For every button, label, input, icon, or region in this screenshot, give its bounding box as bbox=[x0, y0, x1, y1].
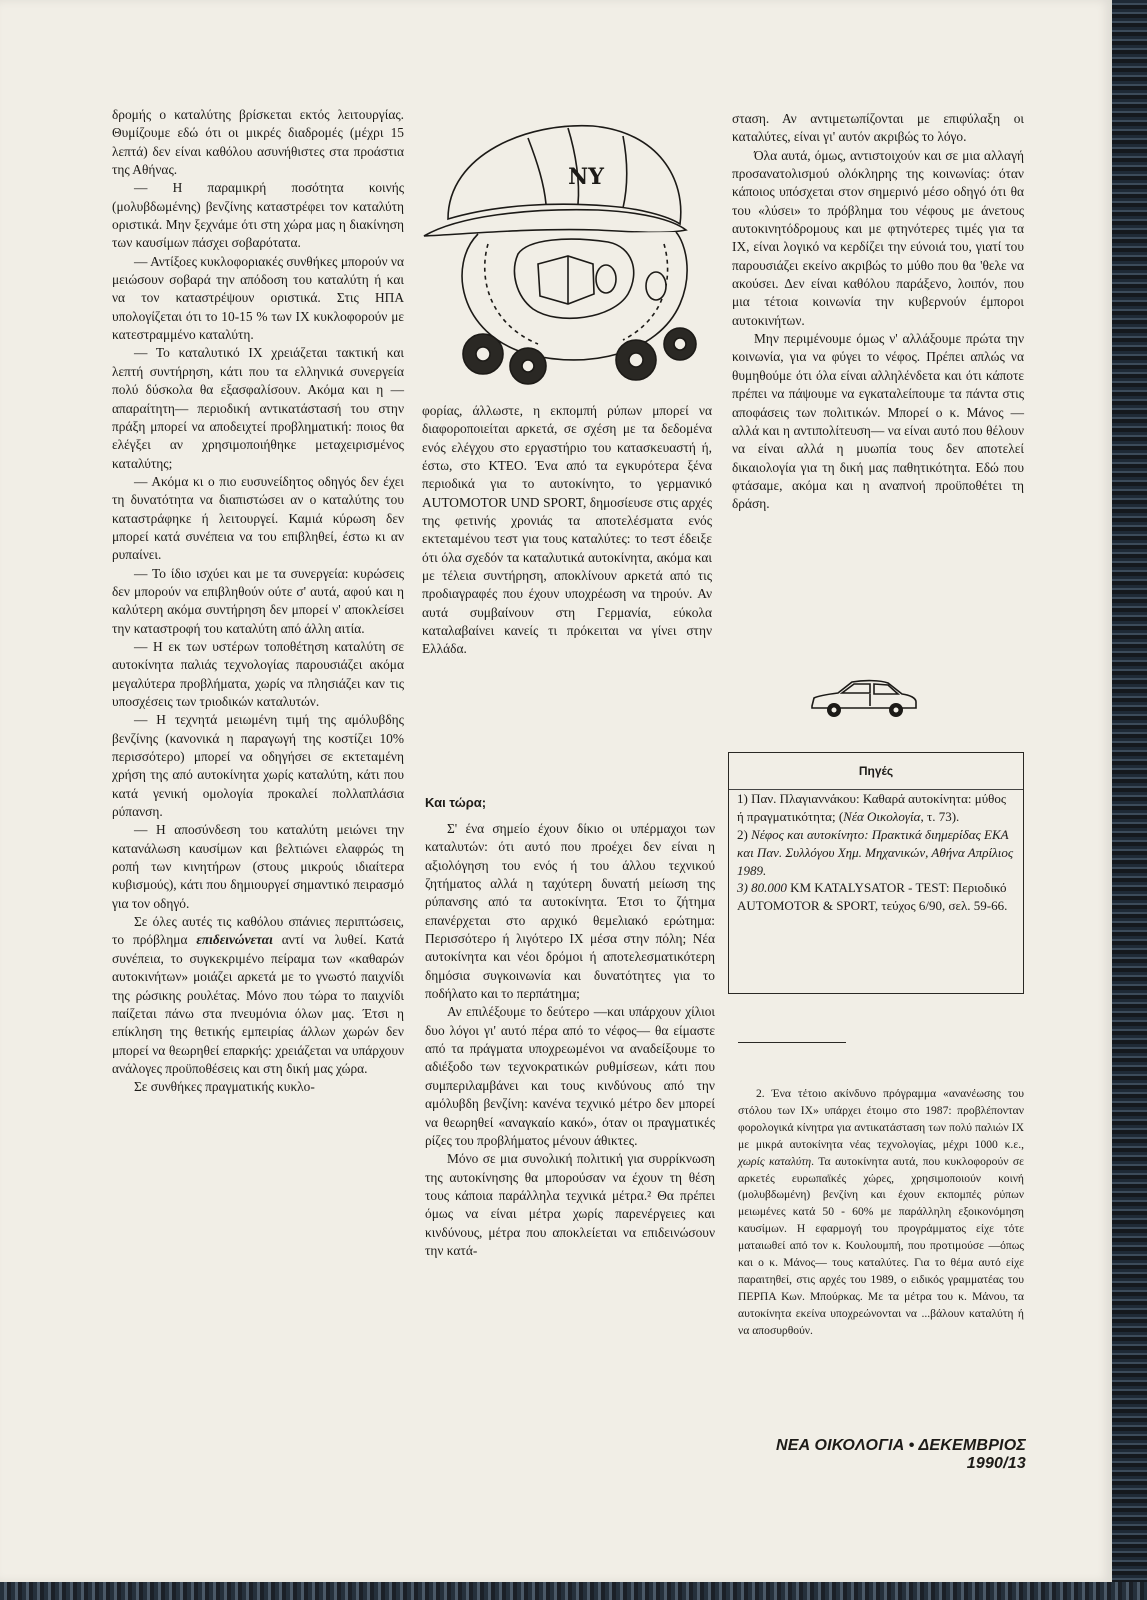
footnote-text: . Τα αυτοκίνητα αυτά, που κυκλοφορούν σε αρκετές ευρωπαϊκές χώρες, χρησιμοποιούν κοινή (μολυβδωμένη) βενζίνη και έχουν εκπομπές ρύπων μειωμένες κατά 50 - 60% με παράλληλη εξοικονόμηση καυσίμων. Η εφαρμογή του προγράμματος είχε τότε ματαιωθεί από τον κ. Κουλουμπή, που προτιμούσε —όπως και ο κ. Μάνος— τους καταλύτες. Για το θέμα αυτό είχε παραιτηθεί, στις αρχές του 1989, ο ειδικός γραμματέας του ΠΕΡΠΑ Κων. Μπούρκας. Με τα μέτρα του κ. Μάνου, τα αυτοκίνητα εκείνα υποχρεώνονται να ...βάλουν καταλύτη ή να αποσυρθούν. bbox=[738, 1154, 1025, 1337]
footnote-emphasis: χωρίς καταλύτη bbox=[738, 1154, 812, 1168]
emphasis-text: επιδεινώνεται bbox=[196, 932, 273, 948]
source-emphasis: 3) 80.000 bbox=[737, 880, 787, 896]
paragraph: Σ' ένα σημείο έχουν δίκιο οι υπέρμαχοι των καταλυτών: ότι αυτό που προέχει δεν είναι η αξιολόγηση του ενός ή του άλλου τεχνικού ζητήματος αλλά η ταχύτερη δυνατή μείωση της ρύπανσης από τα αυτοκίνητα. Έτσι το ζήτημα επανέρχεται στο αρχικό θεμελιακό ερώτημα: Περισσότερο ή λιγότερο ΙΧ μέσα στην πόλη; Νέα αυτοκίνητα και νέοι δρόμοι ή αποτελεσματικότερη δημόσια συγκοινωνία και δυνατότητες για το ποδήλατο και το περπάτημα; bbox=[425, 821, 715, 1002]
source-emphasis: Νέα Οικολογία bbox=[843, 808, 921, 824]
car-illustration bbox=[808, 676, 920, 720]
paragraph: — Η αποσύνδεση του καταλύτη μειώνει την κατανάλωση καυσίμων και βελτιώνει ελαφρώς τη ροπή των κινητήρων (στους μικρούς ιδιαίτερα κυβισμούς), κάτι που δημιουργεί σημαντικό πειρασμό για τον οδηγό. bbox=[112, 822, 404, 911]
baseball-cap-car-illustration bbox=[418, 104, 714, 394]
source-text: KM KATALYSATOR - TEST: Περιοδικό AUTOMOTOR & SPORT, τεύχος 6/90, σελ. 59-66. bbox=[737, 880, 1008, 914]
paragraph: — Ακόμα κι ο πιο ευσυνείδητος οδηγός δεν έχει τη δυνατότητα να διαπιστώσει αν ο καταλύτης του καταστράφηκε ή λειτουργεί. Καμιά κύρωση δεν μπορεί κατά συνέπεια να του επιβληθεί, έστω κι αν ρυπαίνει. bbox=[112, 473, 404, 563]
footnote bbox=[738, 1086, 1024, 1340]
sedan-car-icon bbox=[808, 676, 920, 720]
paragraph: — Η παραμικρή ποσότητα κοινής (μολυβδωμένης) βενζίνης καταστρέφει τον καταλύτη οριστικά. Μην ξεχνάμε ότι στη χώρα μας η διακίνηση των καυσίμων πάσχει σοβαρότατα. bbox=[112, 180, 404, 251]
paragraph: — Το ίδιο ισχύει και με τα συνεργεία: κυρώσεις δεν μπορούν να επιβληθούν ούτε σ' αυτά, αφού και η καλύτερη ακόμα συντήρηση δεν μπορεί ν' αποκλείσει την καταστροφή του καταλύτη από άλλη αιτία. bbox=[112, 565, 404, 636]
paragraph: — Το καταλυτικό ΙΧ χρειάζεται τακτική και λεπτή συντήρηση, κάτι που τα ελληνικά συνεργεία πολύ δύσκολα θα εξασφαλίσουν. Ακόμα και η —απαραίτητη— περιοδική αντικατάστασή του στην πράξη μπορεί να αποδειχτεί προβληματική: ποιος θα ελέγξει αν χρησιμοποιήθηκε μεταχειρισμένος καταλύτης; bbox=[112, 345, 404, 471]
paragraph: Μην περιμένουμε όμως ν' αλλάξουμε πρώτα την κοινωνία, για να φύγει το νέφος. Πρέπει απλώς να θυμηθούμε ότι όλα είναι αλληλένδετα και ότι κάποτε πρέπει να πάψουμε να εγκαταλείπουμε τα πάντα στις αποφάσεις των πολιτικών. Μπορεί ο κ. Μάνος —αλλά και η αντιπολίτευση— να είναι αυτό που θέλουν να είναι αλλά η μυωπία τους δεν αποτελεί δικαιολογία για τη δική μας παθητικότητα. Εδώ που φτάσαμε, ακόμα και η αναπνοή προϋποθέτει τη δράση. bbox=[732, 331, 1024, 512]
paragraph: Μόνο σε μια συνολική πολιτική για συρρίκνωση της αυτοκίνησης θα μπορούσαν να έχουν τη θέση τους κάποια παράλληλα τεχνικά μέτρα.² Θα πρέπει όμως να είναι μέτρα χωρίς παρενέργειες και κινδύνους, μέτρα που αποκλείεται να επιδεινώσουν την κατά- bbox=[425, 1151, 715, 1258]
baseball-cap-car-icon bbox=[418, 104, 714, 394]
page-footer: ΝΕΑ ΟΙΚΟΛΟΓΙΑ • ΔΕΚΕΜΒΡΙΟΣ 1990/13 bbox=[776, 1437, 1026, 1472]
article-column-2-upper bbox=[422, 402, 712, 659]
paragraph: Αν επιλέξουμε το δεύτερο —και υπάρχουν χίλιοι δυο λόγοι γι' αυτό πέρα από το νέφος— θα είμαστε από τα πράγματα υποχρεωμένοι να αναδείξουμε το αδιέξοδο των τεχνοκρατικών ρυθμίσεων, κάτι που συμπεριλαμβάνει και τους κινδύνους από την αμόλυβδη βενζίνη: κανένα τεχνικό μέτρο δεν μπορεί να θεωρηθεί «αναγκαίο κακό», όταν οι πραγματικές ρίζες του προβλήματος μένουν άθικτες. bbox=[425, 1004, 715, 1148]
source-item bbox=[737, 826, 1015, 880]
source-text: , τ. 73). bbox=[920, 808, 960, 824]
source-text: 1) Παν. Πλαγιαννάκου: Καθαρά αυτοκίνητα: μύθος ή πραγματικότητα; ( bbox=[737, 790, 1007, 824]
source-text: 2) bbox=[737, 826, 752, 842]
source-emphasis: Νέφος και αυτοκίνητο: Πρακτικά διημερίδας ΕΚΑ και Παν. Συλλόγου Χημ. Μηχανικών, Αθήνα Απρίλιος 1989. bbox=[737, 826, 1014, 878]
paragraph: δρομής ο καταλύτης βρίσκεται εκτός λειτουργίας. Θυμίζουμε εδώ ότι οι μικρές διαδρομές (μέχρι 15 λεπτά) δεν είναι καθόλου ασυνήθιστες στα προάστια της Αθήνας. bbox=[112, 107, 404, 178]
article-column-2-lower bbox=[425, 820, 715, 1260]
scan-edge-right bbox=[1112, 0, 1147, 1600]
sources-box bbox=[728, 752, 1024, 994]
paragraph: σταση. Αν αντιμετωπίζονται με επιφύλαξη οι καταλύτες, είναι γι' αυτόν ακριβώς το λόγο. bbox=[732, 111, 1024, 145]
article-column-1 bbox=[112, 106, 404, 1097]
source-item bbox=[737, 879, 1015, 915]
source-item bbox=[737, 790, 1015, 826]
footnote-text: 2. Ένα τέτοιο ακίνδυνο πρόγραμμα «ανανέωσης του στόλου των ΙΧ» υπάρχει έτοιμο στο 1987: προβλέπονταν φορολογικά κίνητρα για αντικατάσταση των πολύ παλιών ΙΧ με μικρά αυτοκίνητα νέας τεχνολογίας, μέχρι 1000 κ.ε., bbox=[738, 1087, 1024, 1151]
section-heading: Και τώρα; bbox=[425, 795, 487, 810]
cap-logo: NY bbox=[568, 164, 604, 190]
paragraph bbox=[112, 913, 404, 1078]
paragraph: Όλα αυτά, όμως, αντιστοιχούν και σε μια αλλαγή προσανατολισμού ολόκληρης της κοινωνίας: όταν κάποιος υπόσχεται στον σημερινό μέσο οδηγό ότι θα του «λύσει» το πρόβλημα του νέφους με άνετους αυτοκινητόδρομους και με φτηνότερες τιμές για τα ΙΧ, είναι λογικό να κερδίζει την εύνοιά του, γιατί του παρουσιάζει εκείνο ακριβώς το μύθο που θα 'θελε να ακούσει. Δεν είναι καθόλου παράξενο, λοιπόν, που μια τέτοια κοινωνία την κυβερνούν έμποροι αυτοκινήτων. bbox=[732, 147, 1024, 328]
paragraph-text: αντί να λυθεί. Κατά συνέπεια, το συγκεκριμένο πείραμα των «καθαρών αυτοκινήτων» μοιάζει αρκετά με το γνωστό παιχνίδι της ρώσικης ρουλέτας. Μόνο που τώρα το παιχνίδι παίζεται πάνω στα πνευμόνια όλων μας. Έτσι η επίκληση της θετικής εμπειρίας άλλων χωρών δεν μπορεί να θεωρηθεί επαρκής: χρειάζεται να υπάρχουν ανάλογες προϋποθέσεις και στη δική μας χώρα. bbox=[112, 932, 404, 1076]
paragraph: — Η εκ των υστέρων τοποθέτηση καταλύτη σε αυτοκίνητα παλιάς τεχνολογίας παρουσιάζει ακόμα μεγαλύτερα προβλήματα, χωρίς να πλησιάζει καν τις υποσχέσεις των τριοδικών καταλυτών. bbox=[112, 638, 404, 709]
sources-title: Πηγές bbox=[858, 764, 894, 778]
paragraph-text: Σε όλες αυτές τις καθόλου σπάνιες περιπτώσεις, το πρόβλημα bbox=[112, 914, 404, 948]
scan-edge-bottom bbox=[0, 1582, 1147, 1600]
paragraph: — Αντίξοες κυκλοφοριακές συνθήκες μπορούν να μειώσουν σοβαρά την απόδοση του καταλύτη ή και να τον καταστρέψουν οριστικά. Στις ΗΠΑ υπολογίζεται ότι το 10-15 % των ΙΧ κυκλοφορούν με κατεστραμμένο καταλύτη. bbox=[112, 253, 404, 343]
paragraph: — Η τεχνητά μειωμένη τιμή της αμόλυβδης βενζίνης (κανονικά η παραγωγή της κοστίζει 10% περισσότερο) μπορεί να οδηγήσει σε εκτεταμένη χρήση της από αυτοκίνητα χωρίς καταλύτη, κάτι που κατά γενική ομολογία προκαλεί πολλαπλάσια ρύπανση. bbox=[112, 712, 404, 820]
paragraph: Σε συνθήκες πραγματικής κυκλο- bbox=[134, 1079, 315, 1095]
footnote-divider bbox=[738, 1042, 846, 1043]
paragraph: φορίας, άλλωστε, η εκπομπή ρύπων μπορεί να διαφοροποιείται αρκετά, σε σχέση με τα δεδομένα ενός ελέγχου στο εργαστήριο του κατασκευαστή ή, έστω, στο ΚΤΕΟ. Ένα από τα εγκυρότερα ξένα περιοδικά για το αυτοκίνητο, το γερμανικό AUTOMOTOR UND SPORT, δημοσίευσε στις αρχές της φετινής χρονιάς τα αποτελέσματα ενός εκτεταμένου τεστ για τους καταλύτες: το τεστ έδειξε ότι όλα σχεδόν τα καταλυτικά αυτοκίνητα, ακόμα και με τέλεια συντήρηση, αποκλίνουν αρκετά από τις προδιαγραφές που έχουν υποχρέωση να τηρούν. Αν αυτά συμβαίνουν στη Γερμανία, εύκολα καταλαβαίνει κανείς τι πρόκειται να γίνει στην Ελλάδα. bbox=[422, 403, 712, 657]
footnote-paragraph bbox=[738, 1086, 1024, 1340]
article-column-3 bbox=[732, 110, 1024, 514]
